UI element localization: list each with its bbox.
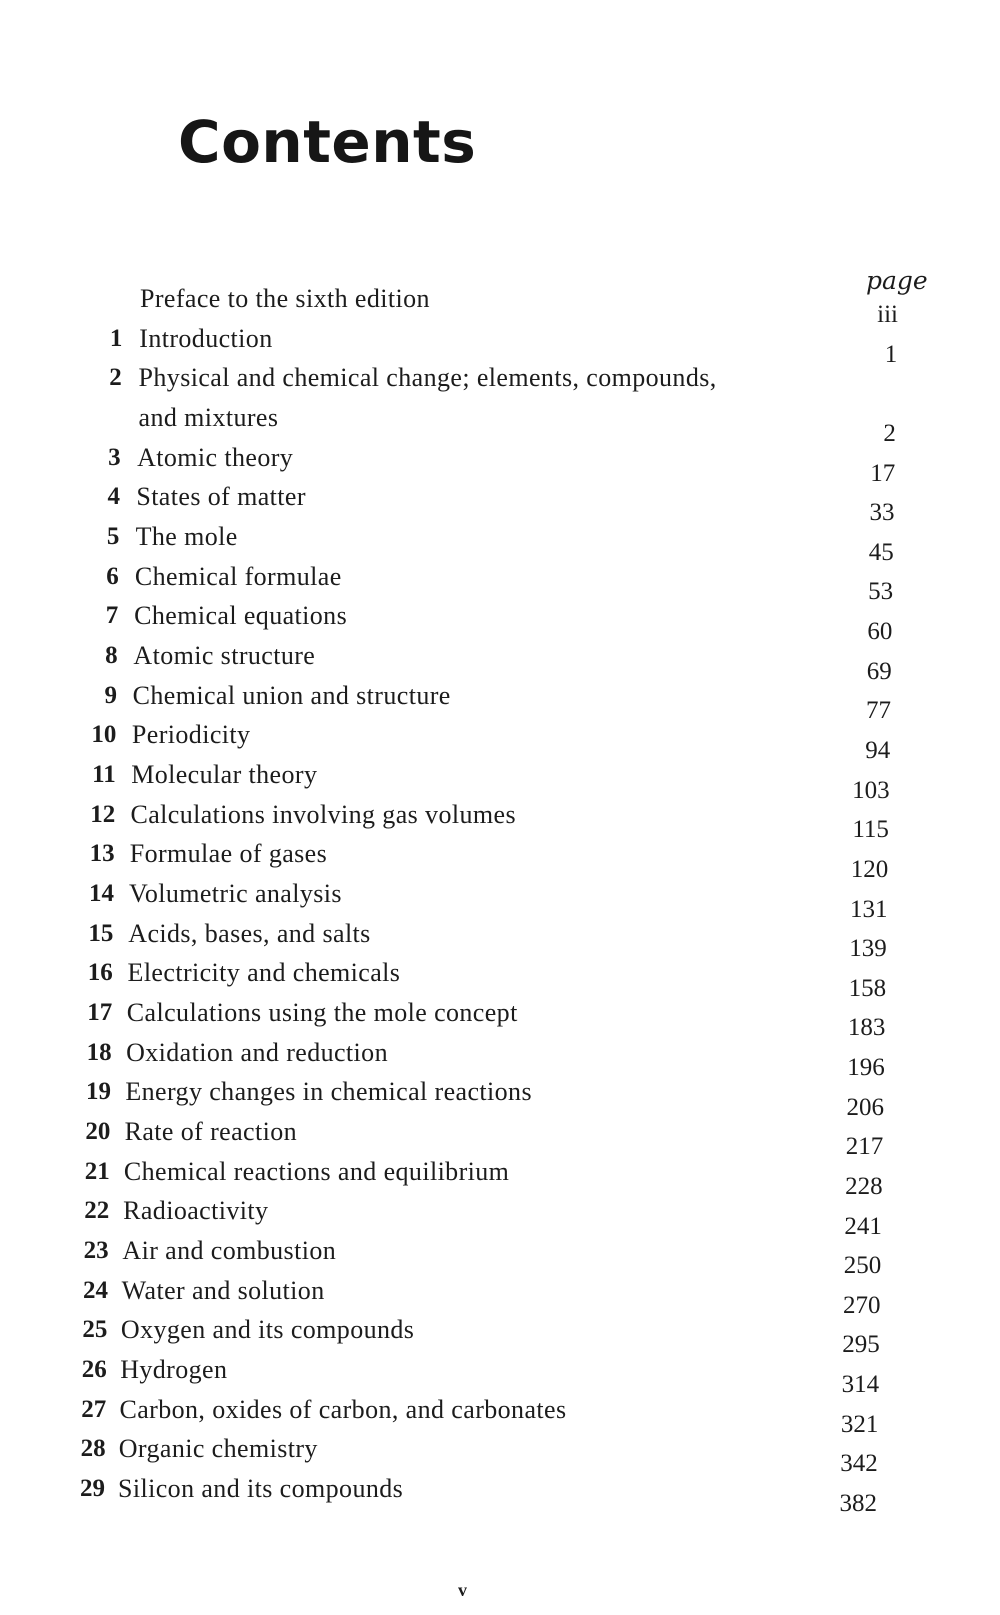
toc-entry: [0, 879, 1000, 923]
page-number: 60: [867, 618, 893, 646]
chapter-title: Atomic theory: [137, 442, 294, 472]
chapter-number: 23: [83, 1237, 109, 1264]
chapter-title: Chemical formulae: [134, 561, 342, 591]
toc-entry: [0, 1236, 1000, 1280]
chapter-number: 8: [105, 642, 118, 669]
chapter-number: 7: [105, 602, 119, 630]
toc-entry: [0, 601, 1000, 646]
chapter-number: 13: [89, 840, 115, 868]
toc-entry: [0, 1077, 1000, 1121]
chapter-title: Calculations using the mole concept: [126, 998, 518, 1027]
toc-entry: [0, 323, 1000, 368]
chapter-number: 15: [88, 919, 114, 947]
toc-entry: [0, 284, 1000, 328]
page-number: 2: [883, 419, 896, 447]
page-number: 196: [847, 1054, 885, 1082]
toc-entry: [0, 442, 1000, 487]
page-number: 314: [841, 1371, 880, 1399]
chapter-title: Radioactivity: [123, 1196, 269, 1226]
toc-entry: [0, 680, 1000, 725]
page-number: 131: [850, 895, 888, 923]
toc-entry: [0, 1355, 1000, 1399]
toc-entry: [0, 998, 1000, 1042]
chapter-title: Organic chemistry: [118, 1434, 318, 1464]
page-number: 115: [852, 816, 889, 844]
page-number: 270: [843, 1291, 881, 1319]
page-number: 228: [845, 1172, 883, 1200]
chapter-number: 2: [109, 364, 122, 392]
chapter-number: 20: [85, 1118, 111, 1145]
chapter-number: 21: [84, 1157, 110, 1185]
folio-number: v: [458, 1580, 467, 1600]
toc-entry: [0, 1275, 1000, 1319]
chapter-title: States of matter: [136, 482, 306, 512]
page-number: 120: [850, 855, 889, 883]
chapter-title: Atomic structure: [133, 641, 316, 670]
page-number: 206: [846, 1093, 884, 1121]
page-number: 158: [848, 974, 887, 1002]
chapter-title: Chemical union and structure: [132, 680, 451, 710]
chapter-number: 16: [87, 959, 113, 987]
toc-entry: [0, 720, 1000, 764]
chapter-title: Air and combustion: [122, 1236, 337, 1265]
toc-entry: [0, 1315, 1000, 1359]
toc-entry: [0, 760, 1000, 804]
page-number: 103: [852, 776, 890, 804]
toc-entry: [0, 561, 1000, 606]
page-column-label: page: [866, 266, 928, 295]
toc-entry: [0, 958, 1000, 1002]
chapter-number: 17: [87, 999, 113, 1026]
page-number: 241: [844, 1212, 882, 1240]
page-number: 183: [847, 1014, 886, 1042]
page-title: Contents: [178, 108, 477, 176]
chapter-number: 27: [81, 1395, 107, 1423]
toc-entry: [0, 1474, 1000, 1517]
toc-entry: [0, 641, 1000, 685]
page-number: 45: [868, 538, 894, 566]
chapter-number: 14: [89, 880, 114, 907]
page-number: 77: [866, 697, 891, 725]
page-number: 382: [839, 1490, 877, 1517]
toc-entry: [0, 363, 1000, 447]
page-number: 139: [849, 935, 887, 963]
chapter-title: Periodicity: [131, 720, 251, 750]
chapter-title: Carbon, oxides of carbon, and carbonates: [119, 1394, 567, 1424]
toc-entry: [0, 1196, 1000, 1240]
chapter-number: 1: [109, 324, 123, 352]
chapter-number: 18: [86, 1038, 112, 1066]
chapter-title: Silicon and its compounds: [118, 1474, 404, 1503]
chapter-title: Molecular theory: [131, 760, 318, 789]
toc-entry: [0, 799, 1000, 844]
chapter-title: Volumetric analysis: [129, 879, 342, 908]
chapter-number: 4: [107, 483, 120, 511]
chapter-number: 5: [106, 523, 120, 550]
page-number: iii: [877, 301, 898, 328]
toc-entry: [0, 1156, 1000, 1200]
chapter-number: 22: [84, 1197, 110, 1225]
chapter-title: Acids, bases, and salts: [128, 918, 371, 948]
toc-entry: [0, 1037, 1000, 1082]
toc-entry: [0, 1394, 1000, 1438]
toc-entry: [0, 1434, 1000, 1478]
chapter-title: Introduction: [139, 323, 273, 353]
page-number: 217: [845, 1133, 884, 1161]
chapter-title-continued: and mixtures: [138, 402, 279, 432]
chapter-number: 3: [108, 443, 121, 471]
chapter-number: 19: [86, 1078, 111, 1106]
chapter-number: 29: [80, 1475, 105, 1502]
chapter-title: Hydrogen: [120, 1355, 228, 1384]
chapter-title: Rate of reaction: [124, 1117, 298, 1146]
chapter-number: 25: [82, 1316, 108, 1344]
page-number: 295: [842, 1331, 880, 1359]
chapter-number: 26: [81, 1356, 107, 1383]
chapter-title: Chemical reactions and equilibrium: [123, 1156, 510, 1186]
chapter-title: Water and solution: [121, 1275, 325, 1305]
chapter-number: 12: [90, 800, 116, 828]
toc-entry: [0, 839, 1000, 883]
chapter-title: Formulae of gases: [129, 839, 328, 869]
page-number: 69: [866, 657, 892, 685]
chapter-number: 10: [91, 721, 117, 749]
toc-entry: [0, 522, 1000, 566]
chapter-title: Calculations involving gas volumes: [130, 799, 516, 829]
chapter-number: 9: [104, 681, 117, 709]
chapter-title: Chemical equations: [134, 601, 348, 631]
toc-entry: [0, 482, 1000, 527]
chapter-number: 6: [106, 562, 119, 590]
chapter-title: Oxygen and its compounds: [120, 1315, 415, 1345]
page-number: 33: [869, 499, 895, 527]
chapter-title: The mole: [135, 522, 238, 551]
page-number: 1: [884, 340, 898, 368]
chapter-number: 28: [80, 1435, 106, 1463]
page-number: 17: [870, 459, 896, 487]
page-number: 53: [868, 578, 894, 606]
chapter-title: Oxidation and reduction: [126, 1037, 388, 1067]
page-number: 94: [865, 736, 891, 764]
page-number: 250: [843, 1252, 882, 1280]
chapter-number: 24: [83, 1276, 108, 1304]
chapter-title: Preface to the sixth edition: [140, 284, 430, 313]
page-number: 321: [840, 1410, 879, 1438]
chapter-title: Electricity and chemicals: [127, 958, 401, 988]
toc-entry: [0, 1117, 1000, 1161]
toc-entry: [0, 918, 1000, 963]
chapter-title: Energy changes in chemical reactions: [125, 1077, 532, 1107]
chapter-title: Physical and chemical change; elements, compounds,: [138, 363, 717, 393]
page-number: 342: [840, 1450, 878, 1478]
chapter-number: 11: [92, 761, 116, 788]
